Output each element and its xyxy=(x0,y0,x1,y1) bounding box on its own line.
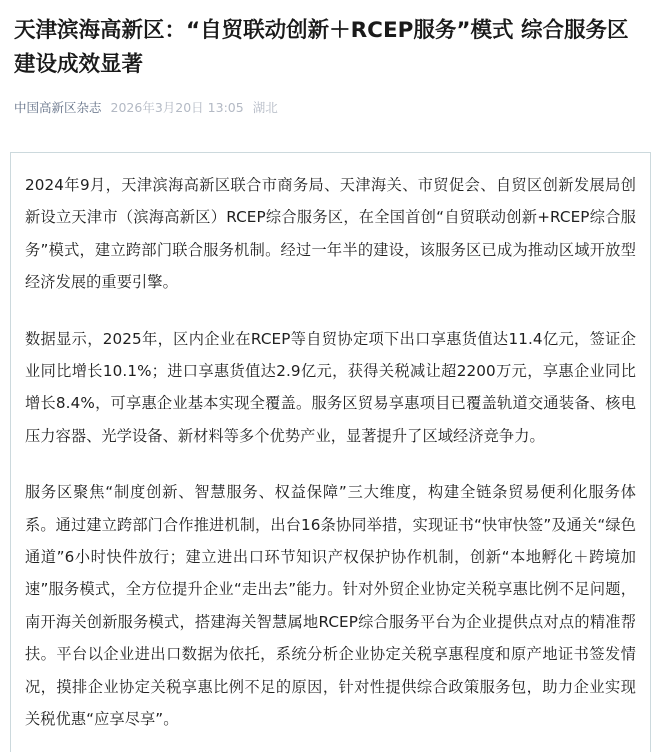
article-content-box xyxy=(10,152,651,752)
article-meta xyxy=(14,99,646,117)
article-header xyxy=(0,0,660,117)
meta-timestamp: 2026年3月20日 13:05 xyxy=(110,100,244,115)
article-paragraph: 数据显示，2025年，区内企业在RCEP等自贸协定项下出口享惠货值达11.4亿元，签证企业同比增长10.1%；进口享惠货值达2.9亿元，获得关税减让超2200万元，享惠企业同比增长8.4%，可享惠企业基本实现全覆盖。服务区贸易享惠项目已覆盖轨道交通装备、核电压力容器、光学设备、新材料等多个优势产业，显著提升了区域经济竞争力。 xyxy=(25,329,636,445)
article-paragraph: 2024年9月，天津滨海高新区联合市商务局、天津海关、市贸促会、自贸区创新发展局创新设立天津市（滨海高新区）RCEP综合服务区，在全国首创“自贸联动创新+RCEP综合服务”模式，建立跨部门联合服务机制。经过一年半的建设，该服务区已成为推动区域开放型经济发展的重要引擎。 xyxy=(25,176,636,292)
page-title: 天津滨海高新区：“自贸联动创新＋RCEP服务”模式 综合服务区建设成效显著 xyxy=(14,18,629,77)
article-paragraph: 服务区聚焦“制度创新、智慧服务、权益保障”三大维度，构建全链条贸易便利化服务体系。通过建立跨部门合作推进机制，出台16条协同举措，实现证书“快审快签”及通关“绿色通道”6小时快件放行；建立进出口环节知识产权保护协作机制，创新“本地孵化＋跨境加速”服务模式，全方位提升企业“走出去”能力。针对外贸企业协定关税享惠比例不足问题，南开海关创新服务模式，搭建海关智慧属地RCEP综合服务平台为企业提供点对点的精准帮扶。平台以企业进出口数据为依托，系统分析企业协定关税享惠程度和原产地证书签发情况，摸排企业协定关税享惠比例不足的原因，针对性提供综合政策服务包，助力企业实现关税优惠“应享尽享”。 xyxy=(25,483,636,729)
meta-location: 湖北 xyxy=(252,100,278,115)
article-body xyxy=(11,153,650,736)
meta-source[interactable]: 中国高新区杂志 xyxy=(14,100,102,115)
